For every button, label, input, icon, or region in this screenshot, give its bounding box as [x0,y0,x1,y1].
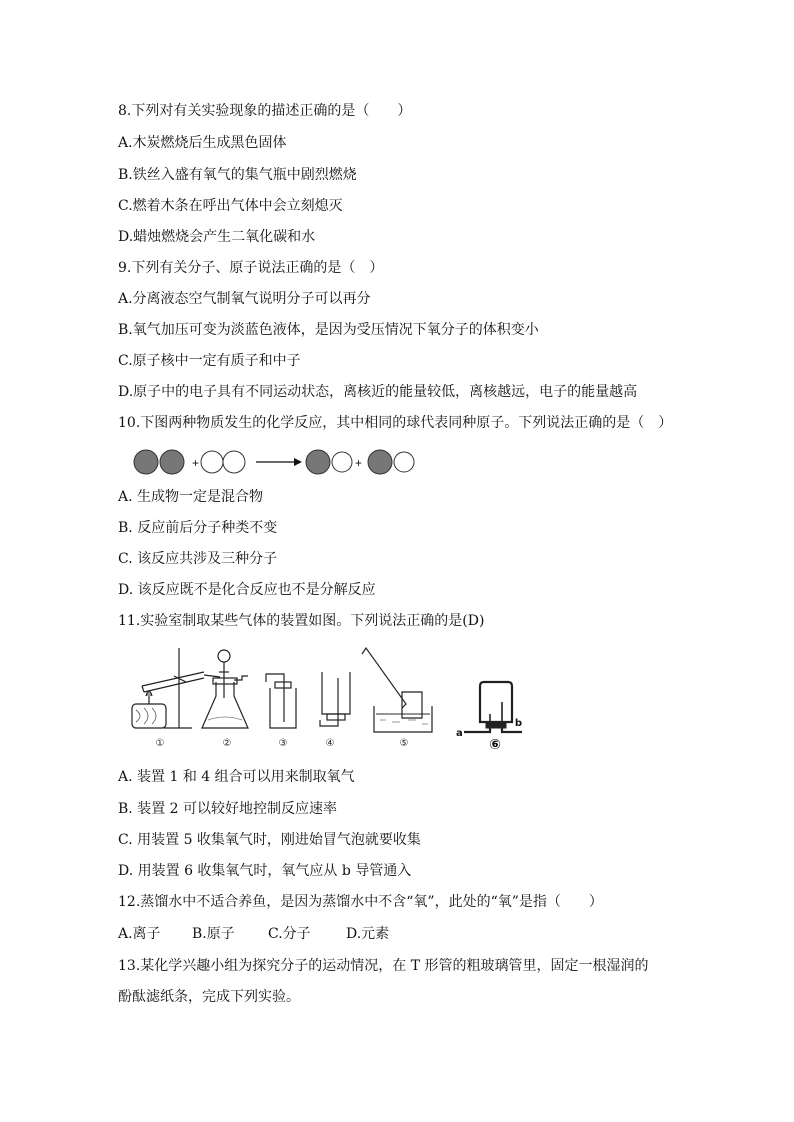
q10-option-b: B. 反应前后分子种类不变 [118,520,278,536]
reaction-diagram [128,446,428,478]
apparatus-2-conical-flask [202,650,248,728]
q10-option-d: D. 该反应既不是化合反应也不是分解反应 [118,582,376,598]
q12-option-d: D.元素 [346,926,390,942]
q13-line-2: 酚酞滤纸条，完成下列实验。 [118,989,300,1005]
q13-line-1: 13.某化学兴趣小组为探究分子的运动情况，在 T 形管的粗玻璃管里，固定一根湿润的 [118,958,649,974]
q8-stem: 8.下列对有关实验现象的描述正确的是（ ） [118,103,412,119]
q10-option-c: C. 该反应共涉及三种分子 [118,551,278,567]
label-apparatus-2: ② [222,738,232,749]
q11-option-a: A. 装置 1 和 4 组合可以用来制取氧气 [118,769,355,785]
q8-option-b: B.铁丝入盛有氧气的集气瓶中剧烈燃烧 [118,167,357,183]
q10-option-a: A. 生成物一定是混合物 [118,489,264,505]
q9-option-b: B.氧气加压可变为淡蓝色液体，是因为受压情况下氧分子的体积变小 [118,322,539,338]
plus-sign: + [192,456,200,470]
q10-stem: 10.下图两种物质发生的化学反应，其中相同的球代表同种原子。下列说法正确的是（ ） [118,415,673,431]
q11-option-c: C. 用装置 5 收集氧气时，刚进始冒气泡就要收集 [118,832,421,848]
apparatus-5-water-trough [362,648,432,732]
label-apparatus-6: ⑥ [489,737,501,753]
port-a-label: a [456,728,463,739]
apparatus-6-multi-use-bottle [464,682,522,732]
apparatus-4-gas-bottle [320,672,350,726]
label-apparatus-5: ⑤ [399,738,409,749]
q9-option-c: C.原子核中一定有质子和中子 [118,353,301,369]
q12-options [118,925,389,943]
q8-option-d: D.蜡烛燃烧会产生二氧化碳和水 [118,229,316,245]
plus-sign-2: + [355,456,363,470]
apparatus-3-gas-bottle [266,674,296,728]
q12-option-a: A.离子 [118,926,161,942]
label-apparatus-3: ③ [278,738,288,749]
port-b-label: b [514,718,522,729]
q9-option-a: A.分离液态空气制氧气说明分子可以再分 [118,291,371,307]
apparatus-diagram [124,642,524,754]
product-molecule-1 [306,450,352,474]
label-apparatus-4: ④ [325,738,335,749]
q12-stem: 12.蒸馏水中不适合养鱼，是因为蒸馏水中不含“氧”，此处的“氧”是指（ ） [118,894,603,910]
q9-option-d: D.原子中的电子具有不同运动状态，离核近的能量较低，离核越远，电子的能量越高 [118,384,638,400]
q12-option-b: B.原子 [192,926,235,942]
q8-option-c: C.燃着木条在呼出气体中会立刻熄灭 [118,198,343,214]
q11-stem: 11.实验室制取某些气体的装置如图。下列说法正确的是(D) [118,613,485,629]
q12-option-c: C.分子 [268,926,311,942]
q11-option-b: B. 装置 2 可以较好地控制反应速率 [118,801,337,817]
label-apparatus-1: ① [155,738,165,749]
reactant-molecule-1 [134,450,184,474]
q9-stem: 9.下列有关分子、原子说法正确的是（ ） [118,260,384,276]
q11-option-d: D. 用装置 6 收集氧气时，氧气应从 b 导管通入 [118,863,412,879]
reactant-molecule-2 [201,451,245,473]
reaction-arrow [256,458,302,466]
product-molecule-2 [368,450,414,474]
q8-option-a: A.木炭燃烧后生成黑色固体 [118,135,287,151]
